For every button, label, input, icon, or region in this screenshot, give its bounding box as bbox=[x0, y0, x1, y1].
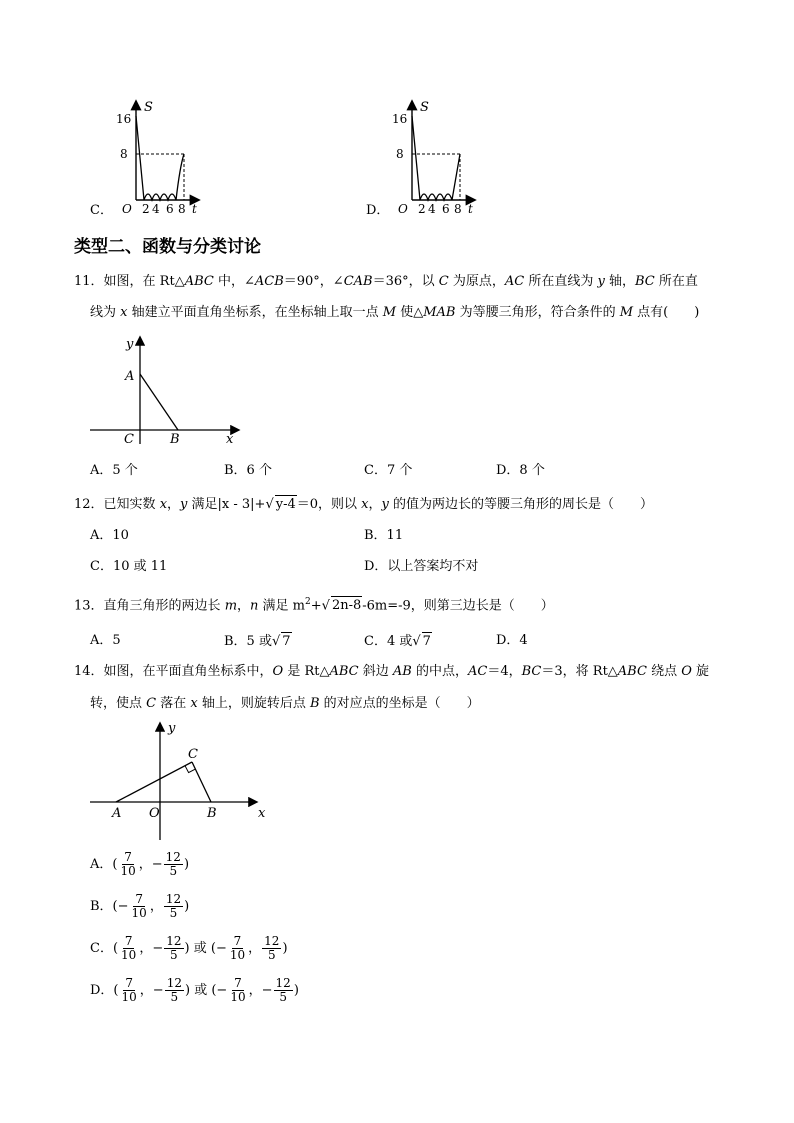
t-axis-label: t bbox=[468, 202, 473, 216]
radicand: y-4 bbox=[275, 497, 296, 512]
var: x bbox=[159, 497, 168, 512]
point-b-label: B bbox=[170, 432, 180, 447]
s-axis-label: S bbox=[144, 100, 153, 115]
x-label: x bbox=[226, 432, 234, 447]
radicand: 7 bbox=[422, 634, 431, 649]
option-d-label: D． bbox=[366, 203, 390, 218]
text: -6m=-9，则第三边长是（ ） bbox=[362, 598, 554, 614]
q12-option-d[interactable]: D．以上答案均不对 bbox=[364, 559, 479, 574]
origin-label: O bbox=[398, 202, 408, 216]
radicand: 7 bbox=[282, 634, 291, 649]
q11-line1 bbox=[74, 273, 698, 291]
text: ， bbox=[139, 983, 153, 998]
q12-option-a[interactable]: A．10 bbox=[90, 528, 129, 543]
var: x bbox=[120, 305, 128, 320]
option-d-graph bbox=[384, 96, 484, 218]
text: ＝3，将 Rt△ bbox=[541, 664, 618, 679]
sqrt-sign: √ bbox=[265, 497, 274, 512]
text: ) bbox=[183, 857, 190, 872]
text: ) bbox=[184, 899, 190, 914]
text: 满足|x - 3|+ bbox=[187, 497, 266, 512]
numerator: 12 bbox=[264, 934, 280, 948]
q11-option-d[interactable]: D．8 个 bbox=[496, 463, 545, 478]
y-label: y bbox=[126, 337, 134, 352]
superscript: 2 bbox=[305, 597, 311, 607]
q11-option-a[interactable]: A．5 个 bbox=[90, 463, 138, 478]
point-c-label: C bbox=[124, 432, 134, 447]
text: A．( bbox=[90, 857, 118, 872]
var: x bbox=[361, 497, 369, 512]
text: B．(− bbox=[90, 899, 129, 914]
text: ， bbox=[237, 598, 251, 614]
q13-option-d[interactable]: D．4 bbox=[496, 633, 528, 648]
fraction bbox=[274, 977, 293, 1004]
q12-option-c[interactable]: C．10 或 11 bbox=[90, 559, 168, 574]
numerator: 12 bbox=[166, 976, 182, 990]
fraction bbox=[119, 935, 138, 962]
q14-option-a[interactable] bbox=[90, 851, 189, 878]
text: ， bbox=[248, 983, 262, 998]
var: CAB bbox=[343, 274, 373, 289]
var: M bbox=[619, 305, 634, 320]
text: 使△ bbox=[396, 305, 424, 320]
q12-option-b[interactable]: B．11 bbox=[364, 528, 404, 543]
denominator: 10 bbox=[229, 948, 246, 962]
text: 的对应点的坐标是（ ） bbox=[319, 696, 480, 711]
fraction bbox=[165, 977, 184, 1004]
point-a-label: A bbox=[125, 369, 135, 384]
text: ) bbox=[282, 941, 288, 956]
denominator: 10 bbox=[131, 906, 147, 920]
sqrt-sign: √ bbox=[321, 598, 330, 614]
text: (− bbox=[211, 983, 228, 998]
text: 中，∠ bbox=[213, 274, 255, 289]
tick-x8: 8 bbox=[454, 202, 462, 216]
text: 轴， bbox=[604, 274, 635, 289]
denominator: 10 bbox=[121, 948, 137, 962]
point-c-label: C bbox=[188, 747, 198, 762]
q14-option-d[interactable] bbox=[90, 977, 299, 1004]
text: ， bbox=[138, 857, 152, 872]
text: 14．如图，在平面直角坐标系中， bbox=[74, 664, 273, 679]
denominator: 10 bbox=[121, 990, 137, 1004]
numerator: 7 bbox=[125, 976, 133, 990]
tick-8: 8 bbox=[396, 147, 404, 161]
denominator: 5 bbox=[279, 990, 287, 1004]
q11-figure bbox=[88, 334, 248, 448]
text: + bbox=[310, 598, 322, 614]
var: x bbox=[190, 696, 198, 711]
text: 点有( ) bbox=[633, 305, 700, 320]
fraction bbox=[120, 977, 139, 1004]
text: C．4 或 bbox=[364, 634, 413, 649]
radicand: 2n-8 bbox=[331, 598, 362, 614]
text: ) bbox=[184, 983, 191, 998]
tick-x2: 2 bbox=[142, 202, 150, 216]
q14-line1 bbox=[74, 663, 709, 681]
text: 为原点， bbox=[448, 274, 505, 289]
s-axis-label: S bbox=[420, 100, 429, 115]
var: O bbox=[272, 664, 284, 679]
var: BC bbox=[521, 664, 542, 679]
text: 或 bbox=[194, 983, 208, 998]
text: 转，使点 bbox=[90, 696, 147, 711]
var: n bbox=[250, 598, 259, 614]
y-label: y bbox=[168, 721, 176, 736]
sqrt-sign: √ bbox=[412, 634, 421, 649]
text: − bbox=[261, 983, 273, 998]
text: 是 Rt△ bbox=[283, 664, 330, 679]
tick-x6: 6 bbox=[166, 202, 174, 216]
tick-16: 16 bbox=[392, 112, 408, 126]
text: 轴上，则旋转后点 bbox=[197, 696, 310, 711]
option-c-graph bbox=[108, 96, 208, 218]
denominator: 10 bbox=[230, 990, 246, 1004]
numerator: 12 bbox=[165, 850, 181, 864]
denominator: 5 bbox=[169, 864, 178, 878]
var: ABC bbox=[184, 274, 214, 289]
text: 斜边 bbox=[358, 664, 393, 679]
tick-8: 8 bbox=[120, 147, 128, 161]
numerator: 7 bbox=[233, 934, 242, 948]
point-o-label: O bbox=[149, 806, 160, 821]
text: 12．已知实数 bbox=[74, 497, 160, 512]
text: 或 bbox=[193, 941, 207, 956]
text: 的中点， bbox=[411, 664, 468, 679]
var: AC bbox=[468, 664, 488, 679]
text: ， bbox=[149, 899, 163, 914]
option-c-label: C． bbox=[90, 203, 113, 218]
fraction bbox=[228, 935, 247, 962]
q11-option-c[interactable]: C．7 个 bbox=[364, 463, 413, 478]
text: B．5 或 bbox=[224, 634, 272, 649]
q12-line bbox=[74, 495, 653, 514]
var: AB bbox=[392, 664, 412, 679]
text: ， bbox=[248, 941, 262, 956]
text: ＝4， bbox=[487, 664, 522, 679]
q11-line2 bbox=[90, 304, 699, 322]
q13-option-b[interactable] bbox=[224, 632, 292, 651]
var: BC bbox=[634, 274, 655, 289]
var: C bbox=[146, 696, 157, 711]
origin-label: O bbox=[122, 202, 132, 216]
point-b-label: B bbox=[207, 806, 217, 821]
text: ＝0，则以 bbox=[296, 497, 362, 512]
text: − bbox=[151, 857, 163, 872]
tick-16: 16 bbox=[116, 112, 132, 126]
numerator: 12 bbox=[166, 934, 182, 948]
text: ＝90°，∠ bbox=[283, 274, 344, 289]
var: MAB bbox=[423, 305, 456, 320]
var: C bbox=[438, 274, 449, 289]
q13-option-a[interactable]: A．5 bbox=[90, 633, 121, 648]
text: ) bbox=[293, 983, 299, 998]
text: − bbox=[152, 983, 164, 998]
text: 满足 m bbox=[258, 598, 305, 614]
var: O bbox=[681, 664, 692, 679]
text: 的值为两边长的等腰三角形的周长是（ ） bbox=[388, 497, 654, 512]
var: ABC bbox=[617, 664, 647, 679]
text: ， bbox=[368, 497, 382, 512]
text: 绕点 bbox=[646, 664, 682, 679]
text: 线为 bbox=[90, 305, 121, 320]
var: m bbox=[224, 598, 238, 614]
numerator: 7 bbox=[124, 850, 132, 864]
denominator: 5 bbox=[267, 948, 276, 962]
numerator: 12 bbox=[275, 976, 291, 990]
tick-x4: 4 bbox=[152, 202, 160, 216]
denominator: 5 bbox=[169, 906, 178, 920]
text: ， bbox=[139, 941, 153, 956]
var: M bbox=[382, 305, 397, 320]
tick-x2: 2 bbox=[418, 202, 426, 216]
text: D．( bbox=[90, 983, 119, 998]
text: ) bbox=[184, 941, 190, 956]
text: ， bbox=[167, 497, 181, 512]
fraction bbox=[228, 977, 247, 1004]
var: ABC bbox=[329, 664, 359, 679]
numerator: 7 bbox=[234, 976, 242, 990]
q13-option-c[interactable] bbox=[364, 632, 432, 651]
tick-x4: 4 bbox=[428, 202, 436, 216]
var: y bbox=[180, 497, 188, 512]
q14-line2 bbox=[90, 695, 480, 713]
text: 所在直 bbox=[654, 274, 698, 289]
sqrt-sign: √ bbox=[271, 634, 281, 649]
point-a-label: A bbox=[112, 806, 122, 821]
text: C．( bbox=[90, 941, 119, 956]
text: 13．直角三角形的两边长 bbox=[74, 598, 225, 614]
var: y bbox=[381, 497, 389, 512]
fraction bbox=[164, 851, 183, 878]
fraction bbox=[164, 935, 183, 962]
text: (− bbox=[210, 941, 227, 956]
fraction bbox=[164, 893, 183, 920]
section-title: 类型二、函数与分类讨论 bbox=[74, 237, 261, 257]
fraction bbox=[262, 935, 281, 962]
var: AC bbox=[504, 274, 525, 289]
q11-option-b[interactable]: B．6 个 bbox=[224, 463, 272, 478]
var: y bbox=[597, 274, 605, 289]
t-axis-label: t bbox=[192, 202, 197, 216]
text: 所在直线为 bbox=[524, 274, 598, 289]
text: 轴建立平面直角坐标系，在坐标轴上取一点 bbox=[127, 305, 383, 320]
denominator: 5 bbox=[170, 990, 179, 1004]
x-label: x bbox=[258, 806, 266, 821]
numerator: 12 bbox=[165, 892, 182, 906]
text: − bbox=[152, 941, 164, 956]
tick-x8: 8 bbox=[178, 202, 186, 216]
text: 11．如图，在 Rt△ bbox=[74, 274, 185, 289]
var: ACB bbox=[254, 274, 284, 289]
q14-option-c[interactable] bbox=[90, 935, 288, 962]
text: 落在 bbox=[156, 696, 191, 711]
numerator: 7 bbox=[124, 934, 133, 948]
q13-line bbox=[74, 593, 554, 615]
tick-x6: 6 bbox=[442, 202, 450, 216]
fraction bbox=[130, 893, 149, 920]
numerator: 7 bbox=[135, 892, 143, 906]
text: 为等腰三角形，符合条件的 bbox=[455, 305, 620, 320]
var: B bbox=[309, 696, 320, 711]
fraction bbox=[118, 851, 137, 878]
text: 旋 bbox=[691, 664, 710, 679]
denominator: 5 bbox=[170, 948, 178, 962]
text: ＝36°，以 bbox=[372, 274, 439, 289]
q14-option-b[interactable] bbox=[90, 893, 189, 920]
denominator: 10 bbox=[120, 864, 136, 878]
q14-figure bbox=[88, 720, 278, 844]
